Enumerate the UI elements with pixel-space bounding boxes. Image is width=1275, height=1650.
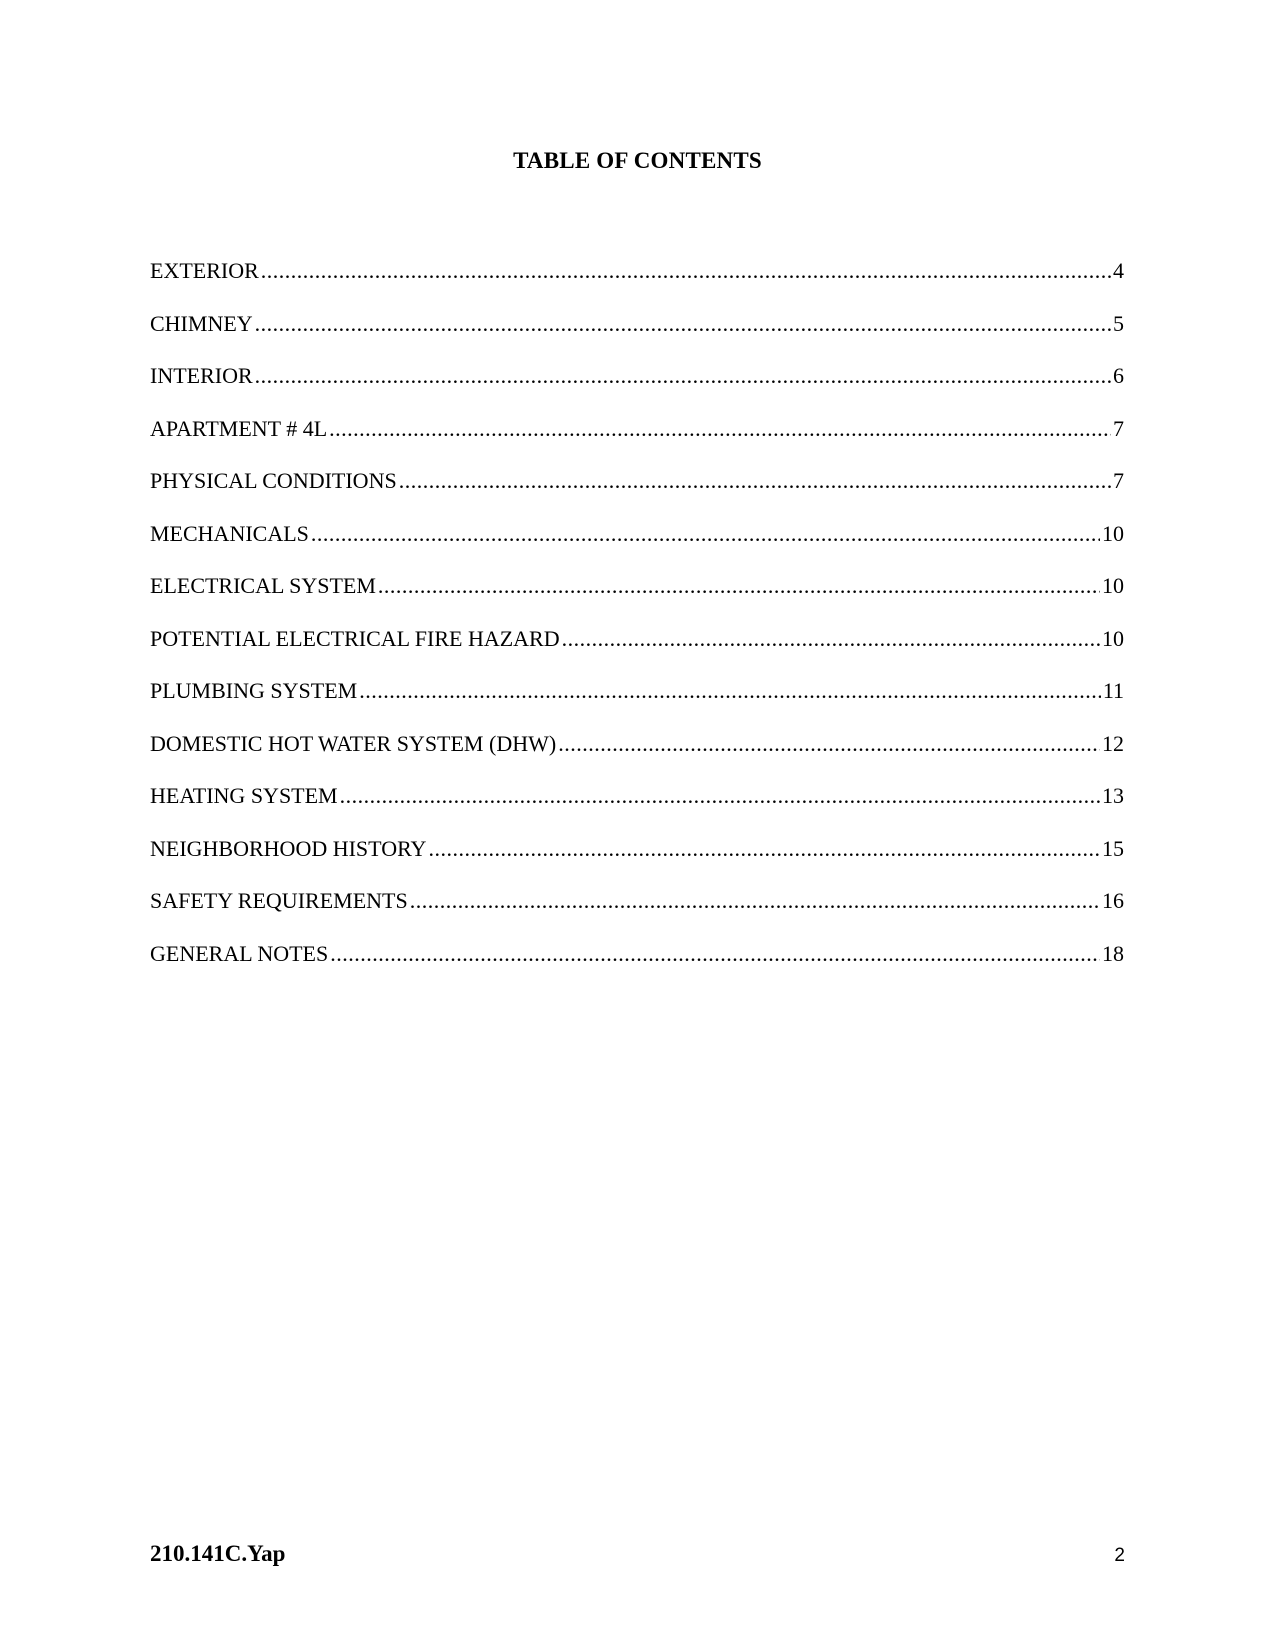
toc-entry-exterior[interactable] [150, 258, 1124, 311]
table-of-contents [150, 258, 1124, 993]
toc-entry-apartment-4l[interactable] [150, 416, 1124, 469]
toc-entry-page: 18 [1102, 940, 1124, 966]
toc-entry-label: POTENTIAL ELECTRICAL FIRE HAZARD [150, 625, 560, 651]
toc-entry-domestic-hot-water[interactable] [150, 731, 1124, 784]
dot-leader [562, 626, 1100, 652]
toc-entry-page: 7 [1113, 415, 1124, 441]
toc-entry-label: EXTERIOR [150, 258, 259, 283]
toc-entry-page: 12 [1102, 730, 1124, 756]
toc-entry-mechanicals[interactable] [150, 521, 1124, 574]
toc-entry-label: PLUMBING SYSTEM [150, 678, 358, 703]
toc-entry-electrical-fire-hazard[interactable] [150, 626, 1124, 679]
toc-entry-electrical-system[interactable] [150, 573, 1124, 626]
dot-leader [399, 468, 1111, 494]
toc-entry-page: 10 [1102, 573, 1124, 598]
page-title: TABLE OF CONTENTS [513, 148, 762, 173]
toc-entry-page: 10 [1102, 625, 1124, 651]
toc-entry-label: INTERIOR [150, 363, 253, 388]
toc-entry-page: 4 [1113, 258, 1124, 283]
toc-entry-neighborhood-history[interactable] [150, 836, 1124, 889]
dot-leader [311, 521, 1100, 547]
dot-leader [428, 836, 1100, 862]
toc-entry-page: 13 [1102, 783, 1124, 808]
dot-leader [329, 416, 1111, 442]
dot-leader [558, 731, 1100, 757]
dot-leader [359, 678, 1101, 704]
toc-entry-label: APARTMENT # 4L [150, 415, 328, 441]
toc-entry-label: MECHANICALS [150, 520, 309, 546]
toc-entry-label: CHIMNEY [150, 310, 253, 336]
toc-entry-heating-system[interactable] [150, 783, 1124, 836]
footer-document-code: 210.141C.Yap [150, 1541, 286, 1566]
toc-entry-label: HEATING SYSTEM [150, 783, 338, 808]
toc-entry-page: 7 [1113, 468, 1124, 493]
dot-leader [261, 258, 1111, 284]
toc-entry-label: DOMESTIC HOT WATER SYSTEM (DHW) [150, 730, 557, 756]
dot-leader [255, 311, 1111, 337]
toc-entry-physical-conditions[interactable] [150, 468, 1124, 521]
dot-leader [330, 941, 1100, 967]
dot-leader [378, 573, 1100, 599]
toc-entry-page: 16 [1102, 888, 1124, 913]
toc-entry-label: PHYSICAL CONDITIONS [150, 468, 397, 493]
toc-entry-label: SAFETY REQUIREMENTS [150, 888, 408, 913]
toc-entry-page: 15 [1102, 835, 1124, 861]
toc-entry-plumbing-system[interactable] [150, 678, 1124, 731]
toc-entry-label: GENERAL NOTES [150, 940, 329, 966]
toc-entry-label: NEIGHBORHOOD HISTORY [150, 835, 427, 861]
toc-entry-page: 5 [1113, 310, 1124, 336]
toc-entry-interior[interactable] [150, 363, 1124, 416]
toc-entry-general-notes[interactable] [150, 941, 1124, 994]
footer-page-number: 2 [1114, 1545, 1125, 1566]
toc-entry-page: 11 [1102, 678, 1124, 703]
toc-entry-page: 6 [1113, 363, 1124, 388]
toc-entry-label: ELECTRICAL SYSTEM [150, 573, 376, 598]
dot-leader [410, 888, 1100, 914]
dot-leader [255, 363, 1111, 389]
toc-entry-chimney[interactable] [150, 311, 1124, 364]
toc-entry-page: 10 [1102, 520, 1124, 546]
toc-entry-safety-requirements[interactable] [150, 888, 1124, 941]
dot-leader [340, 783, 1100, 809]
